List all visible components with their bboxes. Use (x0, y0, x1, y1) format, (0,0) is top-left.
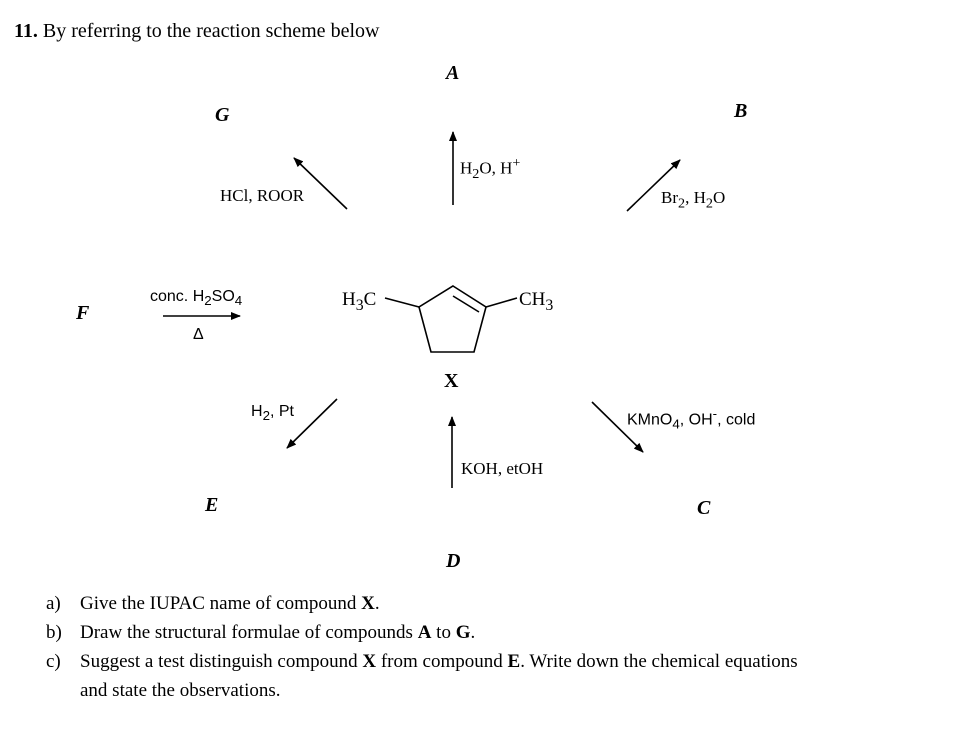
reagent-from-d: KOH, etOH (461, 459, 544, 478)
methyl-group-right: $CH_3$ (519, 289, 554, 314)
sub-questions (46, 589, 798, 705)
reagent-to-c: KMnO$_4$, OH-, cold (627, 406, 756, 432)
reagent-to-a: $H_2O$, H+ (460, 155, 521, 183)
reagent-to-f: conc. $H_2SO_4$ (150, 288, 243, 309)
cyclopentene-ring (385, 286, 517, 352)
methyl-group-left: $H_3C$ (342, 289, 377, 314)
compound-c-label: C (697, 497, 711, 519)
compound-b-label: B (734, 100, 748, 122)
compound-f-label: F (76, 302, 90, 324)
sub-question-a: a) Give the IUPAC name of compound X. (46, 593, 380, 614)
question-number: 11. (14, 20, 38, 42)
reagent-to-g: HCl, ROOR (220, 186, 305, 205)
arrow-to-e (287, 399, 337, 448)
sub-question-c-continuation: and state the observations. (80, 680, 281, 701)
sub-question-c: c) Suggest a test distinguish compound X from compound E. Write down the chemical equations (46, 651, 798, 672)
heat-symbol: Δ (193, 326, 204, 343)
reagent-to-e: $H_2$, Pt (251, 403, 294, 424)
sub-question-b: b) Draw the structural formulae of compounds A to G. (46, 622, 476, 643)
compound-a-label: A (446, 62, 460, 84)
compound-x-label: X (444, 370, 459, 392)
reagent-to-b: $Br_2$, $H_2O$ (661, 188, 726, 212)
compound-g-label: G (215, 104, 230, 126)
question-intro: By referring to the reaction scheme below (42, 20, 380, 42)
compound-e-label: E (205, 494, 219, 516)
compound-d-label: D (446, 550, 461, 572)
